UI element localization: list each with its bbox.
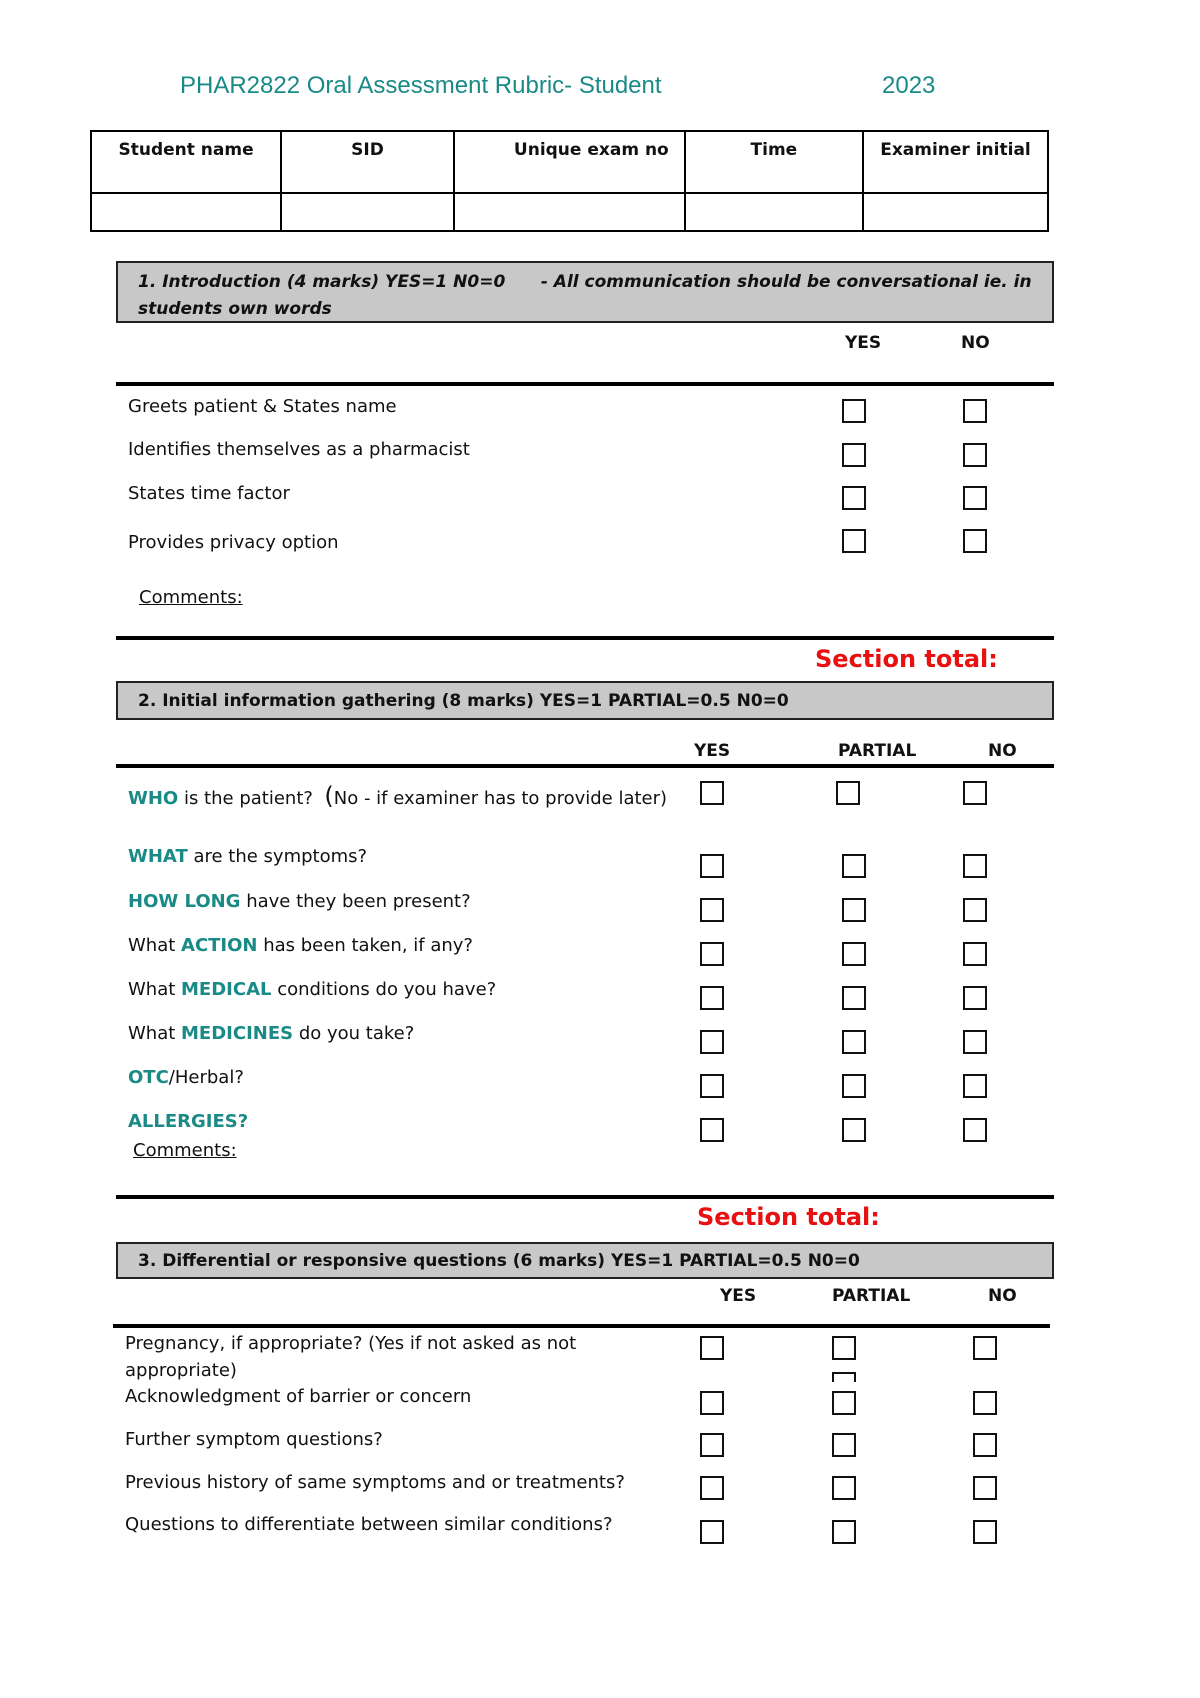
- s3-no-checkbox[interactable]: [973, 1336, 997, 1360]
- section3-heading: 3. Differential or responsive questions (6 marks) YES=1 PARTIAL=0.5 N0=0: [116, 1242, 1054, 1279]
- section2-item: HOW LONG have they been present?: [128, 891, 471, 912]
- section3-item: Acknowledgment of barrier or concern: [125, 1386, 472, 1407]
- s2-no-checkbox[interactable]: [963, 1074, 987, 1098]
- s1-no-checkbox[interactable]: [963, 443, 987, 467]
- header-examiner-initial: Examiner initial: [863, 131, 1048, 193]
- s3-partial-checkbox[interactable]: [832, 1336, 856, 1360]
- section2-item: WHO is the patient? (No - if examiner has to provide later): [128, 782, 668, 810]
- s3-yes-checkbox[interactable]: [700, 1433, 724, 1457]
- s2-yes-checkbox[interactable]: [700, 1030, 724, 1054]
- section3-no-header: NO: [988, 1286, 1017, 1306]
- s2-yes-checkbox[interactable]: [700, 942, 724, 966]
- s2-no-checkbox[interactable]: [963, 781, 987, 805]
- section3-item: Questions to differentiate between similar conditions?: [125, 1514, 613, 1535]
- s2-no-checkbox[interactable]: [963, 986, 987, 1010]
- section2-divider: [116, 764, 1054, 768]
- section3-partial-header: PARTIAL: [832, 1286, 911, 1306]
- s2-yes-checkbox[interactable]: [700, 854, 724, 878]
- keyword: MEDICINES: [181, 1023, 294, 1044]
- s3-yes-checkbox[interactable]: [700, 1336, 724, 1360]
- section1-heading: [116, 261, 1054, 323]
- section2-yes-header: YES: [694, 741, 731, 761]
- s3-partial-checkbox-fragment: [832, 1372, 856, 1382]
- s2-yes-checkbox[interactable]: [700, 1074, 724, 1098]
- s2-partial-checkbox[interactable]: [842, 1074, 866, 1098]
- student-name-field[interactable]: [91, 193, 281, 231]
- s3-no-checkbox[interactable]: [973, 1520, 997, 1544]
- section1-divider: [116, 382, 1054, 386]
- page-title: PHAR2822 Oral Assessment Rubric- Student: [180, 72, 662, 99]
- section3-item: Previous history of same symptoms and or treatments?: [125, 1472, 625, 1493]
- s1-yes-checkbox[interactable]: [842, 529, 866, 553]
- s2-yes-checkbox[interactable]: [700, 1118, 724, 1142]
- s3-no-checkbox[interactable]: [973, 1476, 997, 1500]
- s2-partial-checkbox[interactable]: [842, 1030, 866, 1054]
- s2-partial-checkbox[interactable]: [836, 781, 860, 805]
- s2-partial-checkbox[interactable]: [842, 1118, 866, 1142]
- s1-no-checkbox[interactable]: [963, 529, 987, 553]
- section2-heading: 2. Initial information gathering (8 marks) YES=1 PARTIAL=0.5 N0=0: [116, 681, 1054, 720]
- section1-item: Identifies themselves as a pharmacist: [128, 439, 470, 460]
- section2-total: Section total:: [697, 1203, 880, 1231]
- page-year: 2023: [882, 72, 936, 99]
- section3-item: Pregnancy, if appropriate? (Yes if not asked as not appropriate): [125, 1333, 577, 1381]
- s3-yes-checkbox[interactable]: [700, 1520, 724, 1544]
- section1-comments-label: Comments:: [139, 587, 243, 608]
- section2-item: What MEDICINES do you take?: [128, 1023, 415, 1044]
- section3-item: Further symptom questions?: [125, 1429, 383, 1450]
- s1-no-checkbox[interactable]: [963, 486, 987, 510]
- s1-yes-checkbox[interactable]: [842, 486, 866, 510]
- s3-yes-checkbox[interactable]: [700, 1476, 724, 1500]
- s1-no-checkbox[interactable]: [963, 399, 987, 423]
- section1-no-header: NO: [961, 333, 990, 353]
- s2-no-checkbox[interactable]: [963, 1118, 987, 1142]
- student-info-table: [90, 130, 1049, 232]
- s2-yes-checkbox[interactable]: [700, 986, 724, 1010]
- s2-partial-checkbox[interactable]: [842, 942, 866, 966]
- s3-partial-checkbox[interactable]: [832, 1520, 856, 1544]
- s1-yes-checkbox[interactable]: [842, 399, 866, 423]
- section2-no-header: NO: [988, 741, 1017, 761]
- keyword: ALLERGIES?: [128, 1111, 249, 1132]
- s3-partial-checkbox[interactable]: [832, 1391, 856, 1415]
- keyword: WHAT: [128, 846, 188, 867]
- header-time: Time: [685, 131, 863, 193]
- s3-no-checkbox[interactable]: [973, 1433, 997, 1457]
- s3-no-checkbox[interactable]: [973, 1391, 997, 1415]
- s3-partial-checkbox[interactable]: [832, 1476, 856, 1500]
- s2-yes-checkbox[interactable]: [700, 781, 724, 805]
- keyword: ACTION: [181, 935, 258, 956]
- unique-exam-no-field[interactable]: [454, 193, 685, 231]
- time-field[interactable]: [685, 193, 863, 231]
- section2-comments-label: Comments:: [133, 1140, 237, 1161]
- section1-note: - All communication should be conversational ie. in students own words: [138, 272, 1032, 319]
- section2-item: WHAT are the symptoms?: [128, 846, 368, 867]
- s2-partial-checkbox[interactable]: [842, 898, 866, 922]
- s3-yes-checkbox[interactable]: [700, 1391, 724, 1415]
- header-unique-exam-no: Unique exam no: [454, 131, 685, 193]
- keyword: HOW LONG: [128, 891, 241, 912]
- s2-yes-checkbox[interactable]: [700, 898, 724, 922]
- section2-partial-header: PARTIAL: [838, 741, 917, 761]
- section1-total: Section total:: [815, 645, 998, 673]
- header-sid: SID: [281, 131, 454, 193]
- section1-item: Provides privacy option: [128, 532, 339, 553]
- s1-yes-checkbox[interactable]: [842, 443, 866, 467]
- section3-yes-header: YES: [720, 1286, 757, 1306]
- keyword: MEDICAL: [181, 979, 272, 1000]
- s2-no-checkbox[interactable]: [963, 854, 987, 878]
- s2-no-checkbox[interactable]: [963, 898, 987, 922]
- examiner-initial-field[interactable]: [863, 193, 1048, 231]
- section2-bottom-divider: [116, 1195, 1054, 1199]
- section2-item: What ACTION has been taken, if any?: [128, 935, 473, 956]
- s2-no-checkbox[interactable]: [963, 942, 987, 966]
- section2-item: OTC/Herbal?: [128, 1067, 244, 1088]
- s3-partial-checkbox[interactable]: [832, 1433, 856, 1457]
- section3-divider: [113, 1324, 1050, 1328]
- s2-no-checkbox[interactable]: [963, 1030, 987, 1054]
- section1-heading-text: 1. Introduction (4 marks) YES=1 N0=0: [138, 272, 506, 292]
- section1-bottom-divider: [116, 636, 1054, 640]
- s2-partial-checkbox[interactable]: [842, 986, 866, 1010]
- sid-field[interactable]: [281, 193, 454, 231]
- section1-yes-header: YES: [845, 333, 882, 353]
- s2-partial-checkbox[interactable]: [842, 854, 866, 878]
- section1-item: Greets patient & States name: [128, 396, 397, 417]
- header-student-name: Student name: [91, 131, 281, 193]
- keyword: WHO: [128, 788, 179, 809]
- section2-item: [128, 1111, 248, 1132]
- section1-item: States time factor: [128, 483, 290, 504]
- section2-item: What MEDICAL conditions do you have?: [128, 979, 497, 1000]
- keyword: OTC: [128, 1067, 169, 1088]
